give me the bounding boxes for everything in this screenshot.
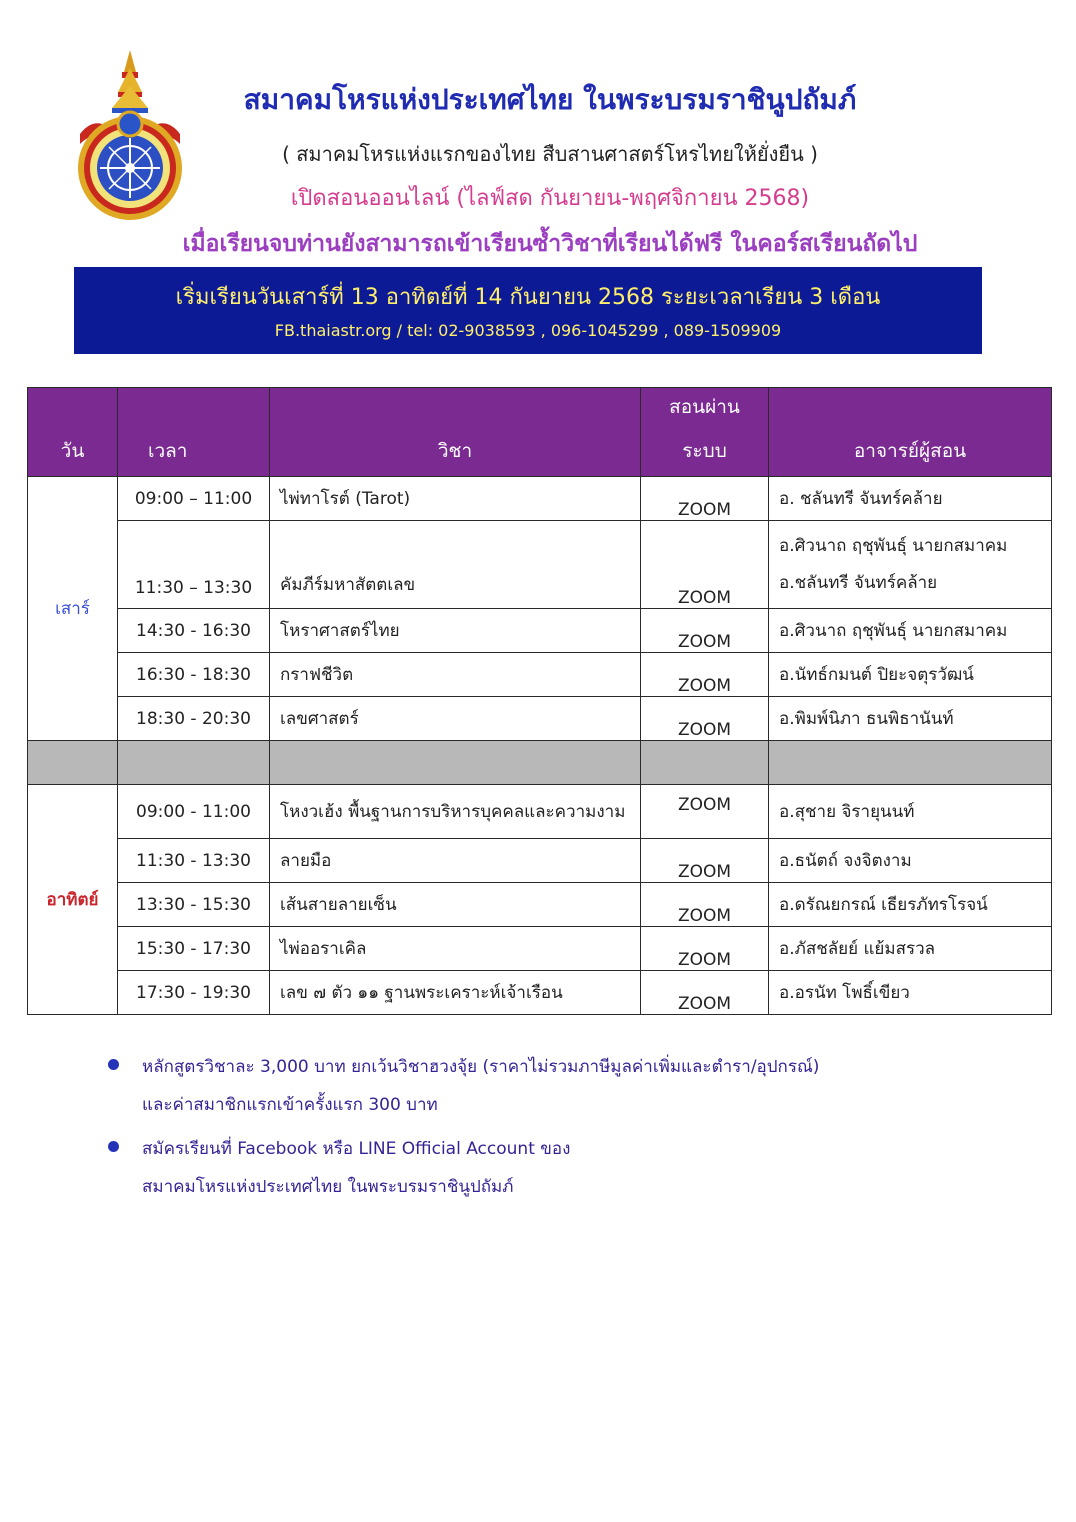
row-time: 17:30 - 19:30	[118, 971, 270, 1015]
header-system	[641, 388, 769, 477]
day-sunday: อาทิตย์	[28, 785, 118, 1015]
header-day: วัน	[28, 388, 118, 477]
banner-start-text: เริ่มเรียนวันเสาร์ที่ 13 อาทิตย์ที่ 14 กันยายน 2568 ระยะเวลาเรียน 3 เดือน	[175, 285, 881, 310]
header-system-line1: สอนผ่าน	[669, 396, 740, 418]
row-subject: เลข ๗ ตัว ๑๑ ฐานพระเคราะห์เจ้าเรือน	[270, 971, 641, 1015]
banner-contact: FB.thaiastr.org / tel: 02-9038593 , 096-1045299 , 089-1509909	[274, 321, 782, 340]
table-row	[28, 785, 1052, 839]
row-subject: กราฟชีวิต	[270, 653, 641, 697]
association-title: สมาคมโหรแห่งประเทศไทย ในพระบรมราชินูปถัมภ์	[243, 83, 857, 116]
note-price	[108, 1048, 1008, 1124]
row-time: 09:00 – 11:00	[118, 477, 270, 521]
table-separator-row	[28, 741, 1052, 785]
table-header-row	[28, 388, 1052, 477]
row-teacher: อ.ศิวนาถ ฤชุพันธุ์ นายกสมาคม	[769, 609, 1052, 653]
day-saturday: เสาร์	[28, 477, 118, 741]
free-repeat-notice: เมื่อเรียนจบท่านยังสามารถเข้าเรียนซ้ำวิชาที่เรียนได้ฟรี ในคอร์สเรียนถัดไป	[182, 231, 918, 257]
row-teacher-line1: อ.ศิวนาถ ฤชุพันธุ์ นายกสมาคม	[779, 535, 1008, 556]
row-system: ZOOM	[641, 521, 769, 609]
row-subject: โหราศาสตร์ไทย	[270, 609, 641, 653]
header-time: เวลา	[118, 388, 270, 477]
table-row	[28, 653, 1052, 697]
online-course-notice: เปิดสอนออนไลน์ (ไลฟ์สด กันยายน-พฤศจิกายน 2568)	[290, 186, 810, 211]
row-teacher: อ.สุชาย จิรายุนนท์	[769, 785, 1052, 839]
class-schedule-table	[27, 387, 1052, 1015]
table-row	[28, 521, 1052, 609]
row-teacher: อ. ชลันทรี จันทร์คล้าย	[769, 477, 1052, 521]
note-price-line2: และค่าสมาชิกแรกเข้าครั้งแรก 300 บาท	[142, 1095, 438, 1115]
row-time: 15:30 - 17:30	[118, 927, 270, 971]
row-teacher	[769, 521, 1052, 609]
row-teacher-line2: อ.ชลันทรี จันทร์คล้าย	[779, 572, 938, 593]
table-row	[28, 971, 1052, 1015]
start-date-banner	[74, 267, 982, 354]
row-subject: ไพ่ออราเคิล	[270, 927, 641, 971]
row-time: 11:30 - 13:30	[118, 839, 270, 883]
note-registration	[108, 1130, 1008, 1206]
table-row	[28, 697, 1052, 741]
row-time: 11:30 – 13:30	[118, 521, 270, 609]
row-system: ZOOM	[641, 927, 769, 971]
row-system: ZOOM	[641, 477, 769, 521]
row-teacher: อ.อรนัท โพธิ์เขียว	[769, 971, 1052, 1015]
note-registration-line1: สมัครเรียนที่ Facebook หรือ LINE Official Account ของ	[142, 1139, 571, 1159]
row-system: ZOOM	[641, 883, 769, 927]
row-time: 14:30 - 16:30	[118, 609, 270, 653]
separator-cell	[769, 741, 1052, 785]
row-time: 18:30 - 20:30	[118, 697, 270, 741]
row-teacher: อ.นัทธ์กมนต์ ปิยะจตุรวัฒน์	[769, 653, 1052, 697]
course-notes	[108, 1048, 1008, 1212]
table-row	[28, 839, 1052, 883]
row-subject: เลขศาสตร์	[270, 697, 641, 741]
row-system: ZOOM	[641, 971, 769, 1015]
row-teacher: อ.ดรัณยกรณ์ เธียรภัทรโรจน์	[769, 883, 1052, 927]
row-subject: โหงวเฮ้ง พื้นฐานการบริหารบุคคลและความงาม	[270, 785, 641, 839]
table-row	[28, 883, 1052, 927]
association-subtitle: ( สมาคมโหรแห่งแรกของไทย สืบสานศาสตร์โหรไทยให้ยั่งยืน )	[282, 142, 818, 166]
row-time: 09:00 - 11:00	[118, 785, 270, 839]
table-row	[28, 927, 1052, 971]
table-row	[28, 609, 1052, 653]
bullet-icon	[108, 1141, 119, 1152]
row-subject: คัมภีร์มหาสัตตเลข	[270, 521, 641, 609]
header-subject: วิชา	[270, 388, 641, 477]
row-subject: เส้นสายลายเซ็น	[270, 883, 641, 927]
row-system: ZOOM	[641, 697, 769, 741]
row-teacher: อ.พิมพ์นิภา ธนพิธานันท์	[769, 697, 1052, 741]
separator-cell	[28, 741, 118, 785]
row-subject: ไพ่ทาโรต์ (Tarot)	[270, 477, 641, 521]
table-row	[28, 477, 1052, 521]
row-system: ZOOM	[641, 653, 769, 697]
separator-cell	[118, 741, 270, 785]
row-system: ZOOM	[641, 609, 769, 653]
row-subject: ลายมือ	[270, 839, 641, 883]
row-system: ZOOM	[641, 839, 769, 883]
row-teacher: อ.ธนัตถ์ จงจิตงาม	[769, 839, 1052, 883]
row-system: ZOOM	[641, 785, 769, 839]
row-time: 13:30 - 15:30	[118, 883, 270, 927]
note-registration-line2: สมาคมโหรแห่งประเทศไทย ในพระบรมราชินูปถัมภ์	[142, 1177, 514, 1197]
row-time: 16:30 - 18:30	[118, 653, 270, 697]
row-teacher: อ.ภัสชลัยย์ แย้มสรวล	[769, 927, 1052, 971]
header-teacher: อาจารย์ผู้สอน	[769, 388, 1052, 477]
separator-cell	[270, 741, 641, 785]
separator-cell	[641, 741, 769, 785]
bullet-icon	[108, 1059, 119, 1070]
header-system-line2: ระบบ	[682, 440, 727, 462]
note-price-line1: หลักสูตรวิชาละ 3,000 บาท ยกเว้นวิชาฮวงจุ้ย (ราคาไม่รวมภาษีมูลค่าเพิ่มและตำรา/อุปกรณ์)	[142, 1057, 820, 1077]
